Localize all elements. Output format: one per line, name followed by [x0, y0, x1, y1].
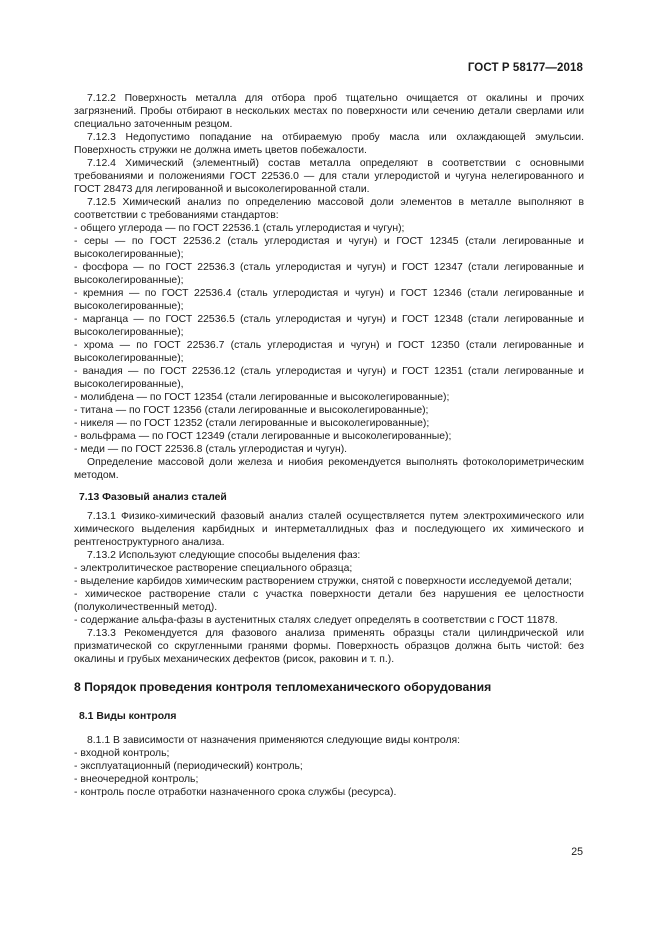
- list-item: - никеля — по ГОСТ 12352 (стали легированные и высоколегированные);: [74, 418, 430, 429]
- list-item: - вольфрама — по ГОСТ 12349 (стали легированные и высоколегированные);: [74, 431, 452, 442]
- page-number: 25: [571, 846, 583, 858]
- paragraph-7-12-3: 7.12.3 Недопустимо попадание на отбираемую пробу масла или охлаждающей эмульсии. Поверхность стружки не должна иметь цветов побежалости.: [74, 132, 584, 156]
- document-number-header: ГОСТ Р 58177—2018: [467, 62, 583, 74]
- paragraph-8-1-1: 8.1.1 В зависимости от назначения применяются следующие виды контроля:: [87, 735, 461, 746]
- section-heading-7-13: 7.13 Фазовый анализ сталей: [79, 492, 227, 503]
- list-item: - содержание альфа-фазы в аустенитных сталях следует определять в соответствии с ГОСТ 11878.: [74, 615, 558, 626]
- list-item: - общего углерода — по ГОСТ 22536.1 (сталь углеродистая и чугун);: [74, 223, 405, 234]
- list-item: - эксплуатационный (периодический) контроль;: [74, 761, 303, 772]
- list-item: - электролитическое растворение специального образца;: [74, 563, 353, 574]
- list-item: - фосфора — по ГОСТ 22536.3 (сталь углеродистая и чугун) и ГОСТ 12347 (стали легированные и высоколегированные);: [74, 262, 584, 286]
- list-item: - входной контроль;: [74, 748, 170, 759]
- list-item: - выделение карбидов химическим растворением стружки, снятой с поверхности исследуемой детали;: [74, 576, 572, 587]
- paragraph-7-13-2: 7.13.2 Используют следующие способы выделения фаз:: [87, 550, 361, 561]
- paragraph-7-13-3: 7.13.3 Рекомендуется для фазового анализа применять образцы стали цилиндрической или призматической со скругленными гранями формы. Поверхность образцов должна быть чистой: без окалины и грубых механических дефектов (рисок, раковин и т. п.).: [74, 628, 584, 665]
- paragraph-7-12-4: 7.12.4 Химический (элементный) состав металла определяют в соответствии с основными требованиями и положениями ГОСТ 22536.0 — для стали углеродистой и чугуна нелегированного и ГОСТ 28473 для легированной и высоколегированной стали.: [74, 158, 584, 195]
- list-item: - контроль после отработки назначенного срока службы (ресурса).: [74, 787, 397, 798]
- section-heading-8-1: 8.1 Виды контроля: [79, 711, 177, 722]
- page-content: [74, 92, 584, 799]
- paragraph-7-12-5: 7.12.5 Химический анализ по определению массовой доли элементов в металле выполняют в соответствии с требованиями стандартов:: [74, 197, 584, 221]
- list-item: - химическое растворение стали с участка поверхности детали без нарушения ее целостности (полуколичественный метод).: [74, 589, 584, 613]
- paragraph-7-13-1: 7.13.1 Физико-химический фазовый анализ сталей осуществляется путем электрохимического или химического выделения карбидных и интерметаллидных фаз и последующего их химического и рентгеноструктурного анализа.: [74, 511, 584, 548]
- list-item: - ванадия — по ГОСТ 22536.12 (сталь углеродистая и чугун) и ГОСТ 12351 (стали легированные и высоколегированные),: [74, 366, 584, 390]
- list-item: - кремния — по ГОСТ 22536.4 (сталь углеродистая и чугун) и ГОСТ 12346 (стали легированные и высоколегированные);: [74, 288, 584, 312]
- list-item: - меди — по ГОСТ 22536.8 (сталь углеродистая и чугун).: [74, 444, 348, 455]
- list-item: - молибдена — по ГОСТ 12354 (стали легированные и высоколегированные);: [74, 392, 450, 403]
- paragraph-iron-niobium: Определение массовой доли железа и ниобия рекомендуется выполнять фотоколориметрическим методом.: [74, 457, 584, 481]
- list-item: - титана — по ГОСТ 12356 (стали легированные и высоколегированные);: [74, 405, 429, 416]
- list-item: - серы — по ГОСТ 22536.2 (сталь углеродистая и чугун) и ГОСТ 12345 (стали легированные и высоколегированные);: [74, 236, 584, 260]
- list-item: - хрома — по ГОСТ 22536.7 (сталь углеродистая и чугун) и ГОСТ 12350 (стали легированные и высоколегированные);: [74, 340, 584, 364]
- list-item: - внеочередной контроль;: [74, 774, 199, 785]
- list-item: - марганца — по ГОСТ 22536.5 (сталь углеродистая и чугун) и ГОСТ 12348 (стали легированные и высоколегированные);: [74, 314, 584, 338]
- section-heading-8: 8 Порядок проведения контроля тепломеханического оборудования: [74, 680, 492, 694]
- paragraph-7-12-2: 7.12.2 Поверхность металла для отбора проб тщательно очищается от окалины и прочих загрязнений. Пробы отбирают в нескольких местах по поверхности или сечению детали сверлами или специально заточенным резцом.: [74, 93, 584, 130]
